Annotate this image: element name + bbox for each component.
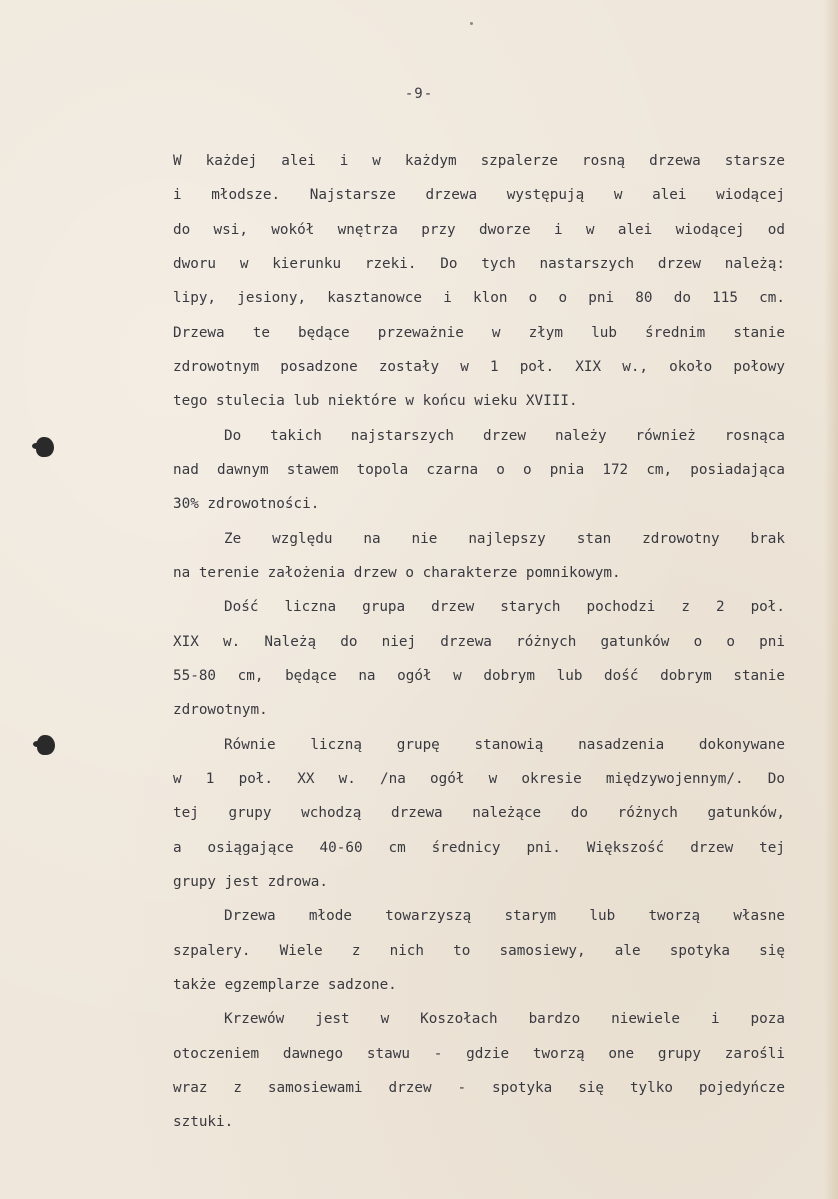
- text-line: 55-80 cm, będące na ogół w dobrym lub dość dobrym stanie: [173, 668, 785, 684]
- text-line: 30% zdrowotności.: [173, 496, 320, 512]
- text-line: lipy, jesiony, kasztanowce i klon o o pni 80 do 115 cm.: [173, 290, 785, 306]
- text-line: Ze względu na nie najlepszy stan zdrowotny brak: [224, 531, 785, 547]
- punch-hole-bottom: [37, 735, 55, 755]
- page-edge-shadow: [824, 0, 838, 1199]
- text-line: tego stulecia lub niektóre w końcu wieku XVIII.: [173, 393, 578, 409]
- text-line: i młodsze. Najstarsze drzewa występują w alei wiodącej: [173, 187, 785, 203]
- text-line: na terenie założenia drzew o charakterze pomnikowym.: [173, 565, 621, 581]
- text-line: Równie liczną grupę stanowią nasadzenia dokonywane: [224, 737, 785, 753]
- text-line: Do takich najstarszych drzew należy również rosnąca: [224, 428, 785, 444]
- text-line: nad dawnym stawem topola czarna o o pnia 172 cm, posiadająca: [173, 462, 785, 478]
- text-line: Dość liczna grupa drzew starych pochodzi z 2 poł.: [224, 599, 785, 615]
- text-line: XIX w. Należą do niej drzewa różnych gatunków o o pni: [173, 634, 785, 650]
- text-line: szpalery. Wiele z nich to samosiewy, ale spotyka się: [173, 943, 785, 959]
- text-line: zdrowotnym.: [173, 702, 268, 718]
- text-line: sztuki.: [173, 1114, 234, 1130]
- text-line: Drzewa te będące przeważnie w złym lub średnim stanie: [173, 325, 785, 341]
- text-line: tej grupy wchodzą drzewa należące do różnych gatunków,: [173, 805, 785, 821]
- text-line: wraz z samosiewami drzew - spotyka się tylko pojedyńcze: [173, 1080, 785, 1096]
- paper-speck: [470, 22, 473, 25]
- text-line: dworu w kierunku rzeki. Do tych nastarszych drzew należą:: [173, 256, 785, 272]
- text-line: W każdej alei i w każdym szpalerze rosną drzewa starsze: [173, 153, 785, 169]
- text-line: a osiągające 40-60 cm średnicy pni. Większość drzew tej: [173, 840, 785, 856]
- text-line: w 1 poł. XX w. /na ogół w okresie międzywojennym/. Do: [173, 771, 785, 787]
- punch-hole-top: [36, 437, 54, 457]
- text-line: Krzewów jest w Koszołach bardzo niewiele i poza: [224, 1011, 785, 1027]
- text-line: do wsi, wokół wnętrza przy dworze i w alei wiodącej od: [173, 222, 785, 238]
- text-line: grupy jest zdrowa.: [173, 874, 328, 890]
- text-line: Drzewa młode towarzyszą starym lub tworzą własne: [224, 908, 785, 924]
- page-number: -9-: [404, 86, 434, 102]
- text-line: zdrowotnym posadzone zostały w 1 poł. XIX w., około połowy: [173, 359, 785, 375]
- text-line: także egzemplarze sadzone.: [173, 977, 397, 993]
- text-line: otoczeniem dawnego stawu - gdzie tworzą one grupy zarośli: [173, 1046, 785, 1062]
